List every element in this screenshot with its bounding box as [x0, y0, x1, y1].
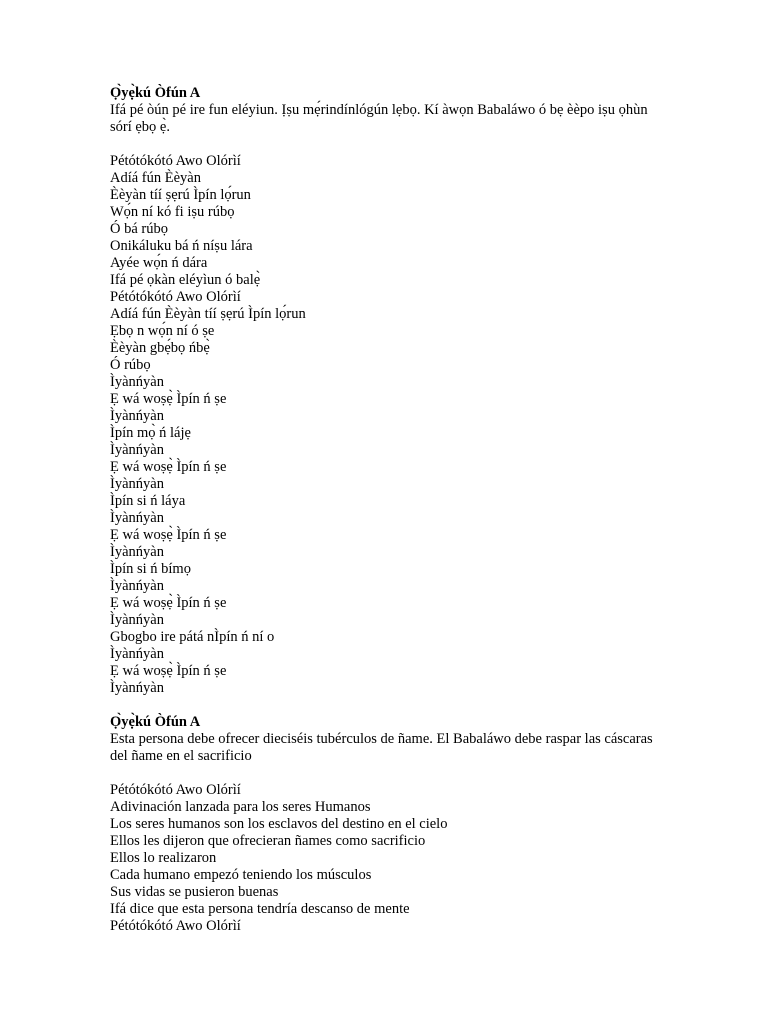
- verse-line: Ẹ wá woṣẹ̀ Ìpín ń ṣe: [110, 663, 227, 679]
- verse-line: Ó rúbọ: [110, 357, 151, 373]
- verse-line: Ifá dice que esta persona tendría descanso de mente: [110, 901, 410, 917]
- verse-line: Wọ́n ní kó fi iṣu rúbọ: [110, 204, 235, 220]
- verse-line: Ìyànńyàn: [110, 680, 164, 696]
- verse-line: Ìyànńyàn: [110, 510, 164, 526]
- verse-line: Gbogbo ire pátá nÌpín ń ní o: [110, 629, 275, 645]
- verse-line: Onikáluku bá ń níṣu lára: [110, 238, 253, 254]
- verse-line: Ó bá rúbọ: [110, 221, 168, 237]
- verse-line: Pétótókótó Awo Olórìí: [110, 289, 241, 305]
- verse-lines: [110, 782, 668, 935]
- verse-line: Sus vidas se pusieron buenas: [110, 884, 279, 900]
- verse-line: Pétótókótó Awo Olórìí: [110, 153, 241, 169]
- section-title: Ọ̀yẹ̀kú Òfún A: [110, 714, 201, 730]
- verse-line: Adivinación lanzada para los seres Humanos: [110, 799, 371, 815]
- verse-line: Ẹ wá woṣẹ̀ Ìpín ń ṣe: [110, 391, 227, 407]
- verse-line: Ìyànńyàn: [110, 646, 164, 662]
- section-intro: Esta persona debe ofrecer dieciséis tubérculos de ñame. El Babaláwo debe raspar las cáscaras del ñame en el sacrificio: [110, 731, 653, 764]
- verse-line: Cada humano empezó teniendo los músculos: [110, 867, 372, 883]
- verse-line: Ellos lo realizaron: [110, 850, 217, 866]
- verse-line: Ìyànńyàn: [110, 476, 164, 492]
- verse-line: Ìyànńyàn: [110, 544, 164, 560]
- verse-line: Ẹ wá woṣẹ̀ Ìpín ń ṣe: [110, 595, 227, 611]
- verse-line: Ẹ wá woṣẹ̀ Ìpín ń ṣe: [110, 459, 227, 475]
- section-spanish: [110, 714, 668, 935]
- verse-line: Ellos les dijeron que ofrecieran ñames como sacrificio: [110, 833, 426, 849]
- verse-line: Pétótókótó Awo Olórìí: [110, 782, 241, 798]
- verse-line: Ìyànńyàn: [110, 612, 164, 628]
- verse-line: Ìpín si ń bímọ: [110, 561, 191, 577]
- blank-line: [110, 697, 668, 714]
- verse-line: Adíá fún Èèyàn: [110, 170, 201, 186]
- verse-lines: [110, 153, 668, 697]
- section-title: Ọ̀yẹ̀kú Òfún A: [110, 85, 201, 101]
- blank-line: [110, 765, 668, 782]
- verse-line: Los seres humanos son los esclavos del destino en el cielo: [110, 816, 448, 832]
- verse-line: Èèyàn tíí ṣẹrú Ìpín lọ́run: [110, 187, 251, 203]
- verse-line: Ìyànńyàn: [110, 442, 164, 458]
- verse-line: Ẹbọ n wọ́n ní ó ṣe: [110, 323, 215, 339]
- verse-line: Ẹ wá woṣẹ̀ Ìpín ń ṣe: [110, 527, 227, 543]
- verse-line: Èèyàn gbẹ́bọ ńbẹ̀: [110, 340, 210, 356]
- section-yoruba: [110, 85, 668, 697]
- verse-line: Ìyànńyàn: [110, 374, 164, 390]
- section-intro: Ifá pé òún pé ire fun eléyiun. Ịṣu mẹ́rindínlógún lẹbọ. Kí àwọn Babaláwo ó bẹ èèpo iṣu ọhùn sórí ẹbọ ẹ̀.: [110, 102, 648, 135]
- verse-line: Ifá pé ọkàn eléyìun ó balẹ̀: [110, 272, 261, 288]
- verse-line: Ìpín si ń láya: [110, 493, 186, 509]
- verse-line: Adíá fún Èèyàn tíí ṣẹrú Ìpín lọ́run: [110, 306, 306, 322]
- verse-line: Pétótókótó Awo Olórìí: [110, 918, 241, 934]
- verse-line: Ayée wọ́n ń dára: [110, 255, 208, 271]
- verse-line: Ìpín mọ̀ ń lájẹ: [110, 425, 191, 441]
- verse-line: Ìyànńyàn: [110, 408, 164, 424]
- verse-line: Ìyànńyàn: [110, 578, 164, 594]
- blank-line: [110, 136, 668, 153]
